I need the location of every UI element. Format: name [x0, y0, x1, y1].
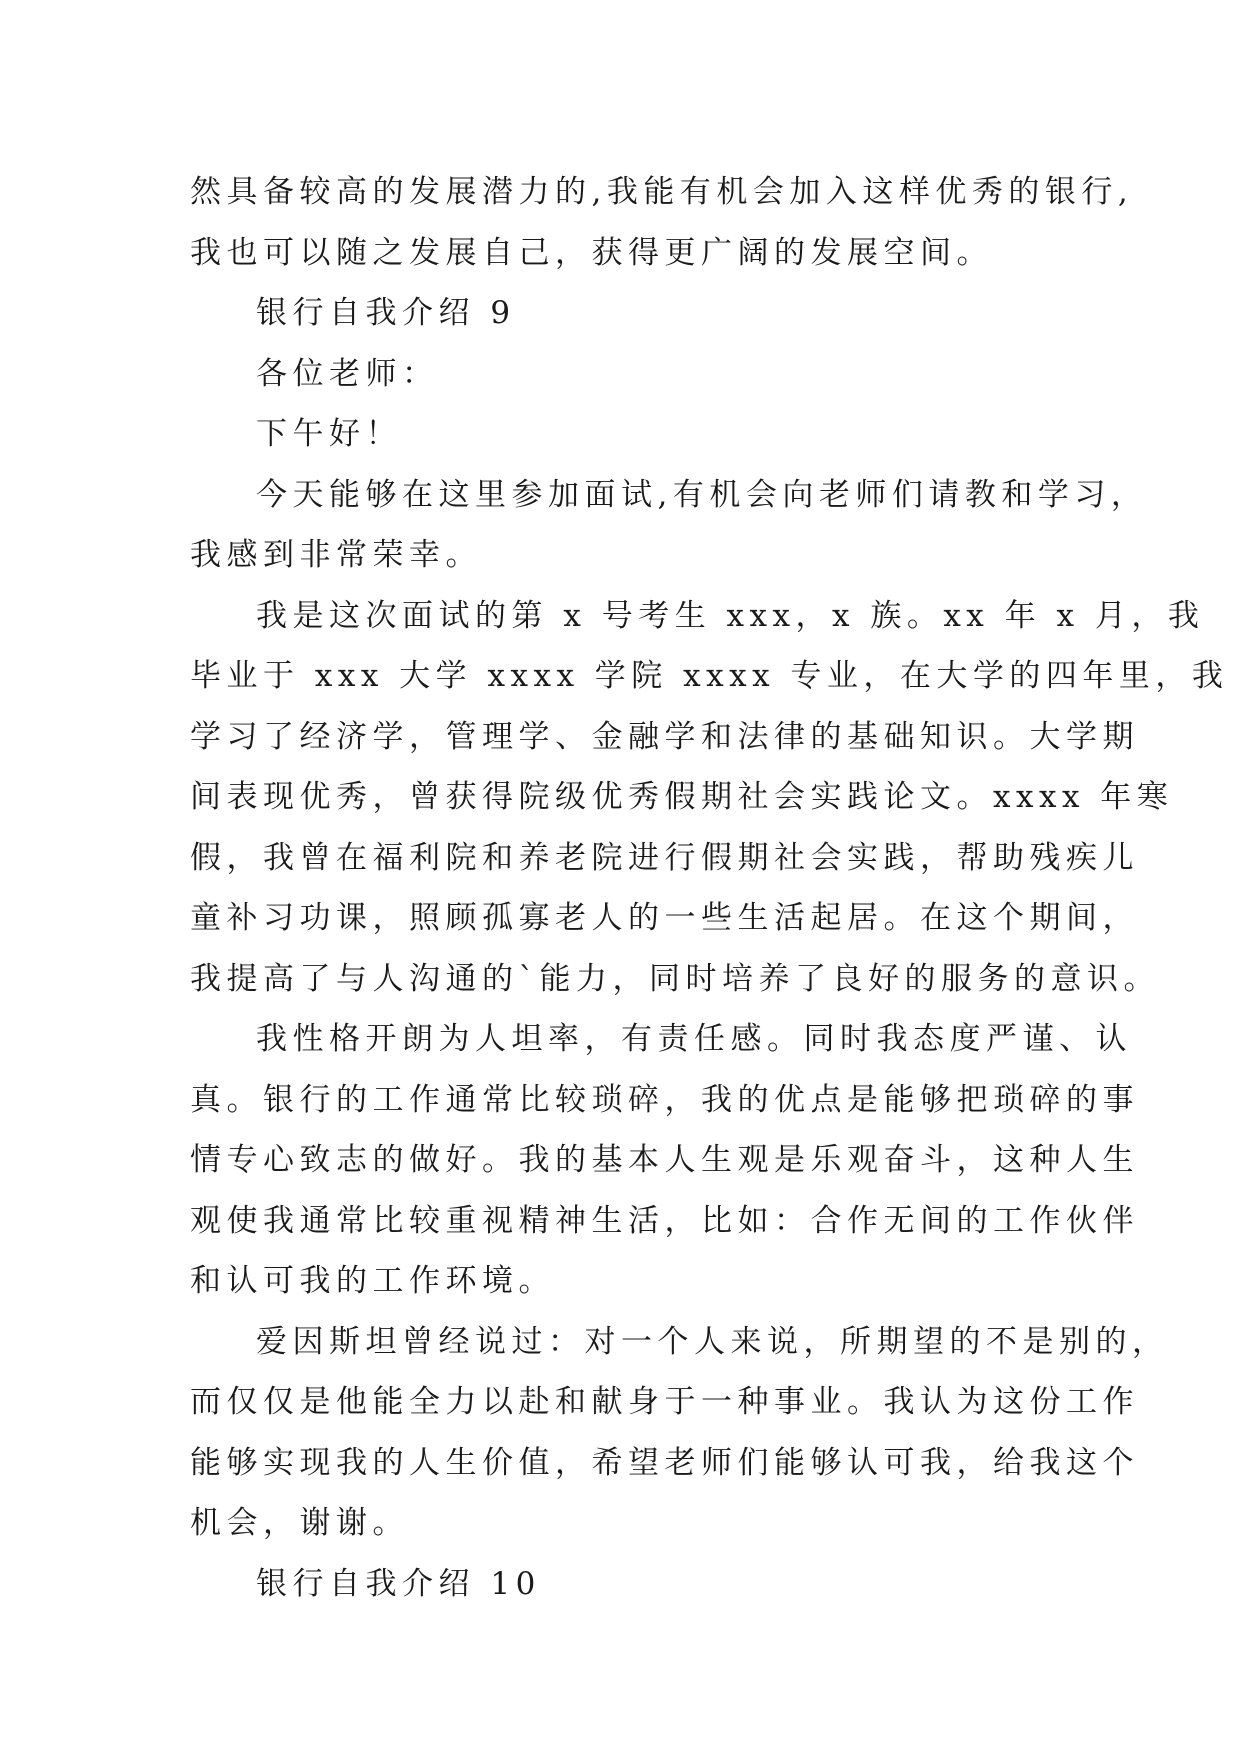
text-line: 真。银行的工作通常比较琐碎，我的优点是能够把琐碎的事: [190, 1081, 1139, 1118]
text-line: 情专心致志的做好。我的基本人生观是乐观奋斗，这种人生: [190, 1142, 1139, 1178]
text-line: 然具备较高的发展潜力的,我能有机会加入这样优秀的银行,: [190, 174, 1134, 210]
text-line: 童补习功课，照顾孤寡老人的一些生活起居。在这个期间，: [190, 900, 1139, 936]
text-line: 假，我曾在福利院和养老院进行假期社会实践，帮助残疾儿: [190, 839, 1139, 876]
text-line: 下午好！: [256, 416, 402, 452]
text-line: 我性格开朗为人坦率，有责任感。同时我态度严谨、认: [256, 1021, 1132, 1057]
text-line: 爱因斯坦曾经说过：对一个人来说，所期望的不是别的，: [256, 1323, 1169, 1360]
text-line: 能够实现我的人生价值，希望老师们能够认可我，给我这个: [190, 1444, 1139, 1481]
text-line: 银行自我介绍 10: [256, 1565, 541, 1602]
text-line: 和认可我的工作环境。: [190, 1263, 555, 1299]
text-line: 机会，谢谢。: [190, 1505, 409, 1541]
text-line: 毕业于 xxx 大学 xxxx 学院 xxxx 专业，在大学的四年里，我: [190, 658, 1229, 694]
document-body: [190, 162, 1229, 1614]
text-line: 学习了经济学，管理学、金融学和法律的基础知识。大学期: [190, 718, 1139, 755]
text-line: 我是这次面试的第 x 号考生 xxx，x 族。xx 年 x 月，我: [256, 597, 1205, 634]
text-line: 各位老师：: [256, 355, 439, 392]
text-line: 我提高了与人沟通的`能力，同时培养了良好的服务的意识。: [190, 960, 1160, 997]
text-line: 间表现优秀，曾获得院级优秀假期社会实践论文。xxxx 年寒: [190, 779, 1174, 815]
text-line: 而仅仅是他能全力以赴和献身于一种事业。我认为这份工作: [190, 1384, 1139, 1420]
text-line: 我也可以随之发展自己，获得更广阔的发展空间。: [190, 234, 993, 271]
text-line: 今天能够在这里参加面试,有机会向老师们请教和学习，: [256, 476, 1148, 513]
text-line: 我感到非常荣幸。: [190, 537, 482, 573]
text-line: 银行自我介绍 9: [256, 295, 516, 331]
text-line: 观使我通常比较重视精神生活，比如：合作无间的工作伙伴: [190, 1202, 1139, 1239]
